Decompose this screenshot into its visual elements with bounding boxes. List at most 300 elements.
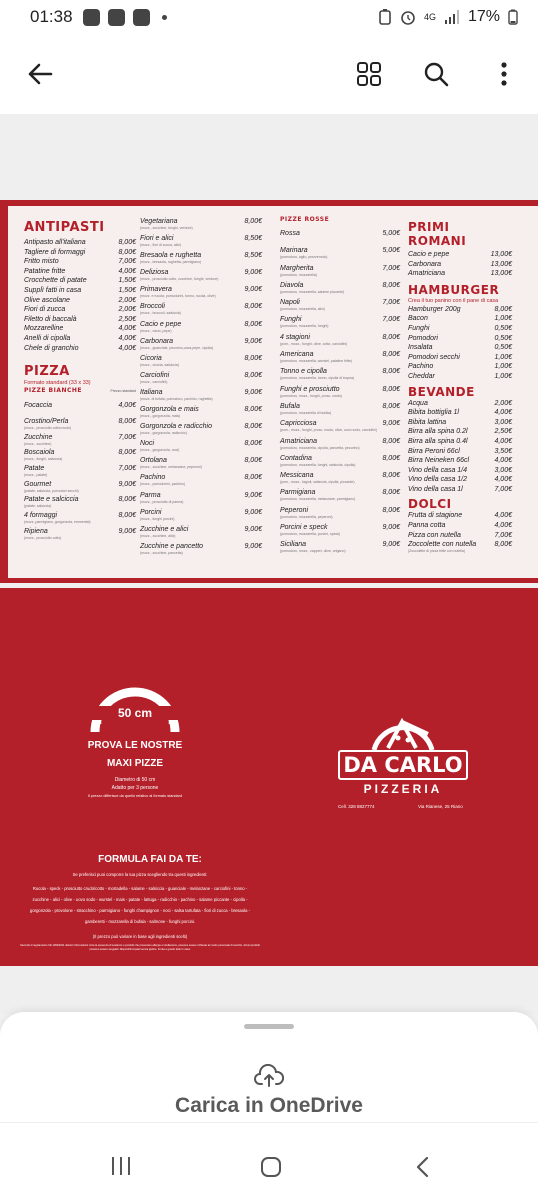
menu-item-desc: (mozz., patate) [24, 472, 48, 477]
menu-item [408, 408, 512, 418]
menu-item-price: 4,00€ [494, 457, 512, 465]
menu-item-desc: (pomodoro, aglio, prezzemolo) [280, 255, 328, 260]
menu-item-price: 0,50€ [494, 324, 512, 332]
menu-item-name: Cicoria [140, 354, 162, 362]
menu-item-row [408, 437, 512, 447]
menu-item-name: Zucchine e pancetto [140, 542, 204, 550]
menu-item [24, 334, 136, 344]
promo-diameter: Diametro di 50 cm [114, 777, 156, 783]
menu-item-name: Frutta di stagione [408, 512, 463, 520]
menu-item-price: 9,00€ [244, 337, 262, 345]
menu-item-name: Olive ascolane [24, 296, 70, 304]
menu-item [408, 447, 512, 457]
menu-item-row [24, 324, 136, 334]
menu-item-name: Hamburger 200g [408, 305, 461, 313]
menu-item [280, 539, 400, 556]
menu-item-name: Bibita lattina [408, 418, 447, 426]
menu-item-row [408, 447, 512, 457]
hamburger-note: Crea il tuo panino con il pane di casa [408, 297, 499, 304]
navigation-bar [0, 1122, 538, 1200]
menu-item-name: Vino della casa 1l [408, 485, 463, 493]
menu-item-price: 8,00€ [118, 511, 136, 519]
formula-ingredients [14, 883, 266, 927]
menu-item-name: Gorgonzola e radicchio [140, 423, 212, 431]
menu-item-name: Zoccolette con nutella [408, 541, 477, 549]
menu-item-name: Amatriciana [408, 270, 445, 278]
menu-item-price: 9,00€ [382, 524, 400, 532]
menu-item [280, 245, 400, 262]
menu-item-name: Antipasto all'italiana [24, 239, 86, 246]
menu-item-desc: (mozz., prosciutto cotto/crudo) [24, 425, 72, 430]
menu-item-price: 8,00€ [382, 402, 400, 410]
menu-item-price: 7,00€ [494, 485, 512, 493]
menu-item-price: 9,00€ [244, 286, 262, 294]
maxi-pizza-graphic [80, 674, 190, 734]
menu-item-name: Patate [24, 464, 45, 472]
menu-item-name: Primavera [140, 286, 172, 294]
formula-line: gamberetti - mozzarella di bufala - salmone - funghi porcini. [84, 919, 196, 924]
menu-item-name: Bufala [280, 402, 300, 410]
menu-item-price: 2,50€ [494, 428, 512, 436]
menu-item-price: 7,00€ [118, 433, 136, 441]
menu-item-price: 9,00€ [244, 491, 262, 499]
menu-item [280, 384, 400, 401]
menu-item-price: 8,00€ [382, 454, 400, 462]
menu-item-row [24, 286, 136, 296]
menu-item-name: Vino della casa 1/4 [408, 466, 468, 474]
menu-item [140, 267, 262, 284]
menu-item [24, 324, 136, 334]
menu-item-name: Vegetariana [140, 218, 178, 225]
menu-item-name: Funghi [280, 316, 302, 324]
status-bar [0, 0, 538, 34]
upload-onedrive-button[interactable]: Carica in OneDrive [175, 1094, 363, 1117]
formula-line: Rucola - speck - prosciutto crudo/cotto - mortadella - salame - salsiccia - guanciale - melanzane - carciofini - tonno - [32, 886, 248, 891]
menu-item-name: Contadina [280, 454, 312, 462]
dolci-title: DOLCI [408, 497, 452, 512]
menu-item-row [408, 418, 512, 428]
menu-item-name: Pomodori [408, 334, 438, 342]
menu-item [24, 267, 136, 277]
menu-item-desc: (pomodoro, mozzarella, peperoni) [280, 514, 333, 519]
battery-saver-icon [378, 9, 392, 25]
menu-item-name: Boscaiola [24, 449, 55, 457]
primi-title: PRIMI ROMANI [408, 220, 467, 248]
menu-item-desc: (pomodoro, mozzarella, porcini, speck) [280, 532, 341, 537]
menu-item-name: Birra Peroni 66cl [408, 447, 460, 455]
menu-item-desc: (mozz., pomodorini, pachino) [140, 482, 186, 487]
menu-item-name: 4 stagioni [280, 333, 310, 341]
menu-item-desc: (mozz., guanciale, pecorino,uova,pepe, cipolla) [140, 345, 214, 350]
menu-item-name: Birra Neineken 66cl [408, 457, 470, 465]
menu-item-row [408, 521, 512, 531]
menu-item [24, 479, 136, 495]
menu-item-price: 8,50€ [244, 235, 262, 243]
instagram-icon-2 [133, 9, 150, 26]
menu-item [408, 466, 512, 476]
pizze-rosse-list [280, 228, 400, 557]
menu-item-name: Fritto misto [24, 258, 59, 266]
menu-item-name: Vino della casa 1/2 [408, 476, 468, 484]
menu-item-price: 8,00€ [382, 506, 400, 514]
menu-item-price: 8,00€ [118, 449, 136, 457]
menu-item-price: 5,00€ [382, 247, 400, 255]
back-button[interactable] [22, 56, 58, 92]
menu-item-row [24, 315, 136, 325]
menu-item [280, 297, 400, 314]
menu-item-name: Americana [280, 351, 314, 359]
menu-item-name: Anelli di cipolla [24, 334, 71, 342]
promo-line-1: PROVA LE NOSTRE [87, 740, 183, 751]
menu-item [24, 432, 136, 448]
menu-item-desc: (pomodoro, mozzarella, tonno, cipolla di tropea) [280, 376, 355, 381]
menu-item-name: Deliziosa [140, 269, 169, 277]
menu-item [140, 387, 262, 404]
legal-note: Secondo il regolamento CE 1169/2011 ulteriori informazioni circa la presenza di sostanze o prodotti che provocano allergie o intolleranze, possono essere richieste al nostro personale di servizio. Alcuni prodotti possono essere surgelati. Disponibili impasti senza glutine. Frutta a guscio fatto in casa. [20, 944, 260, 951]
menu-item-price: 3,00€ [494, 466, 512, 474]
menu-item-desc: (mozz., zucchine, alici) [140, 533, 176, 538]
menu-item [140, 507, 262, 524]
menu-item [140, 472, 262, 489]
menu-item [24, 286, 136, 296]
menu-item [280, 436, 400, 453]
menu-item-price: 7,00€ [382, 316, 400, 324]
menu-item-name: Pomodori secchi [408, 353, 460, 361]
menu-item [140, 353, 262, 370]
promo-persons: Adatto per 3 persone [111, 785, 159, 791]
menu-item-price: 8,00€ [382, 351, 400, 359]
menu-item-price: 4,00€ [494, 409, 512, 417]
menu-item [24, 248, 136, 258]
menu-item-price: 2,00€ [494, 399, 512, 407]
menu-item-price: 4,00€ [118, 267, 136, 275]
menu-item [408, 437, 512, 447]
menu-item [408, 250, 512, 260]
menu-item-desc: (mozz., zucchine, melanzane, peperoni) [140, 465, 203, 470]
pizze-bianche-title: PIZZE BIANCHE [24, 387, 83, 395]
pizza-logo [368, 704, 438, 754]
more-options-button[interactable] [486, 56, 522, 92]
menu-item-desc: (mozz., cacio, pepe) [140, 328, 172, 333]
menu-item-name: Bacon [408, 315, 428, 323]
menu-item-name: Birra alla spina 0.4l [408, 437, 468, 445]
menu-item-name: Siciliana [280, 541, 307, 549]
menu-item [140, 284, 262, 301]
prices-label: Prezzo standard [110, 389, 136, 394]
menu-item [24, 305, 136, 315]
menu-item [24, 463, 136, 479]
primi-list [408, 250, 512, 279]
menu-item-desc: (mozz., zucchine, pancetta) [140, 550, 183, 555]
app-bar [0, 34, 538, 114]
menu-item [140, 455, 262, 472]
menu-item [280, 366, 400, 383]
menu-item-desc: (pom., mozz., funghi, olive, cotto, carciofini) [280, 341, 348, 346]
battery-icon [508, 9, 518, 25]
menu-item [280, 453, 400, 470]
menu-item-row [408, 250, 512, 260]
menu-item-name: Parma [140, 491, 161, 499]
grid-view-button[interactable] [351, 56, 387, 92]
menu-item-row [24, 344, 136, 354]
brand-phone: Cell. 328 8827774 [338, 804, 375, 809]
menu-item-price: 8,00€ [382, 489, 400, 497]
menu-item [24, 315, 136, 325]
menu-item [408, 324, 512, 334]
search-button[interactable] [418, 56, 454, 92]
menu-item-name: Cheddar [408, 372, 435, 380]
menu-item-name: Porcini e speck [280, 524, 328, 532]
menu-item-price: 1,00€ [494, 372, 512, 380]
menu-item-desc: (pomodoro, mozzarella di bufala) [280, 410, 332, 415]
menu-item-price: 1,50€ [118, 286, 136, 294]
menu-item-name: Italiana [140, 388, 163, 396]
maxi-size: 50 cm [80, 706, 190, 720]
menu-item [408, 418, 512, 428]
menu-item [24, 238, 136, 248]
menu-item-desc: (pomodoro, mozz., capperi, olive, origano) [280, 549, 346, 554]
menu-item-row [24, 305, 136, 315]
menu-item-desc: (mozz., zucchine, funghi, verdure) [140, 226, 193, 230]
menu-item-price: 9,00€ [382, 541, 400, 549]
menu-item-name: Cacio e pepe [408, 251, 450, 258]
menu-item [408, 269, 512, 279]
menu-item [408, 334, 512, 344]
column-antipasti [24, 220, 136, 541]
menu-item [280, 505, 400, 522]
menu-item-price: 9,00€ [244, 388, 262, 396]
menu-item-desc: (mozz., gorgonzola, radicchio) [140, 431, 187, 436]
menu-item-price: 13,00€ [490, 251, 512, 258]
menu-item-name: Bibita bottiglia 1l [408, 409, 459, 417]
menu-item [140, 370, 262, 387]
antipasti-list [24, 238, 136, 353]
menu-item-desc: (mozz.,parmigiano, gorgonzola, emmental) [24, 519, 91, 524]
menu-item [24, 344, 136, 354]
menu-item-price: 1,00€ [494, 315, 512, 323]
menu-item-name: Cacio e pepe [140, 320, 182, 328]
sheet-handle[interactable] [244, 1024, 294, 1029]
menu-image-bottom [0, 588, 538, 966]
menu-item [408, 314, 512, 324]
column-pizze-rosse [280, 216, 400, 557]
menu-item-row [24, 267, 136, 277]
menu-item [280, 263, 400, 280]
menu-item-name: Napoli [280, 299, 300, 307]
menu-item [408, 305, 512, 315]
menu-item [140, 216, 262, 233]
menu-item-desc: (pomodoro, mozzarella, salame piccante) [280, 289, 345, 294]
menu-item-price: 4,00€ [118, 402, 136, 410]
arrow-left-icon [27, 63, 53, 85]
recent-apps-button[interactable] [110, 1156, 132, 1181]
menu-item-row [24, 334, 136, 344]
menu-item-desc: (pomodoro, mozzarella, funghi, salsiccia, cipolla) [280, 462, 356, 467]
menu-item-name: Fiori di zucca [24, 306, 66, 314]
menu-item-name: Gorgonzola e mais [140, 406, 199, 414]
menu-item-price: 8,00€ [118, 417, 136, 425]
battery-percent: 17% [467, 8, 500, 25]
menu-item [408, 511, 512, 521]
pizza-size-icon [80, 674, 190, 734]
menu-item-name: Broccoli [140, 303, 165, 311]
dolci-list [408, 511, 512, 549]
menu-item [408, 521, 512, 531]
menu-item [140, 233, 262, 250]
menu-item [24, 296, 136, 306]
column-others [408, 220, 512, 554]
menu-item [408, 260, 512, 270]
menu-item-price: 4,00€ [494, 476, 512, 484]
menu-item-name: Tonno e cipolla [280, 368, 327, 376]
menu-item-desc: (mozz., gorgonzola, mais) [140, 414, 181, 419]
menu-item-price: 8,00€ [382, 368, 400, 376]
menu-item-price: 1,00€ [494, 363, 512, 371]
menu-item [140, 404, 262, 421]
menu-item-price: 8,00€ [244, 320, 262, 328]
menu-item [280, 470, 400, 487]
menu-item-price: 4,00€ [494, 522, 512, 530]
menu-item-price: 9,00€ [244, 542, 262, 550]
menu-item [140, 541, 262, 558]
menu-item-name: Funghi [408, 324, 430, 332]
promo-small: Il prezzo differisce da quello relativo al formato standard [87, 794, 183, 798]
menu-item [24, 400, 136, 416]
menu-item-price: 8,00€ [118, 496, 136, 504]
menu-item-desc: (pomodoro, mozz., funghi, prosc. crudo) [280, 393, 343, 398]
menu-item-name: Carbonara [408, 260, 442, 268]
menu-item-price: 7,00€ [118, 464, 136, 472]
menu-item-name: Filetto di baccalà [24, 315, 77, 323]
menu-item-row [24, 400, 136, 411]
brand-name: DA CARLO [338, 750, 468, 780]
menu-item-price: 13,00€ [490, 260, 512, 268]
pizza-slice-logo-icon [368, 704, 438, 754]
menu-item-row [408, 399, 512, 409]
menu-item-price: 7,00€ [494, 531, 512, 539]
menu-item-price: 8,00€ [382, 385, 400, 393]
menu-item-name: Capricciosa [280, 420, 317, 428]
formula-intro: Se preferisci puoi comporre la tua pizza scegliendo tra questi ingredienti: [72, 872, 208, 877]
menu-item-row [408, 466, 512, 476]
menu-item [408, 343, 512, 353]
menu-item-price: 8,00€ [244, 457, 262, 465]
menu-item-price: 0,50€ [494, 334, 512, 342]
menu-item-desc: (mozz., prosciutto di parma) [140, 499, 184, 504]
menu-item-desc: (mozz., funghi, salsiccia) [24, 457, 63, 462]
menu-item-price: 8,00€ [118, 248, 136, 256]
menu-item [24, 510, 136, 526]
menu-item-desc: (mozz., bresaola, rughetta, parmigiano) [140, 260, 202, 265]
menu-item-name: Ortolana [140, 457, 167, 465]
menu-item-row [24, 257, 136, 267]
menu-item-row [408, 305, 512, 315]
menu-item-name: Margherita [280, 264, 314, 272]
menu-item-price: 8,00€ [494, 541, 512, 549]
formula-line: gorgonzola - provolone - stracchino - parmigiano - funghi champignon - noci - salsa tartufata - fiori di zucca - bresaola - [30, 908, 250, 913]
menu-item-price: 1,50€ [118, 277, 136, 285]
bevande-list [408, 399, 512, 495]
menu-item-name: Rossa [280, 230, 300, 237]
menu-item-desc: (mozz., fiori di zucca, alici) [140, 243, 182, 248]
menu-item [408, 362, 512, 372]
status-time: 01:38 [30, 7, 73, 26]
back-nav-button[interactable] [414, 1156, 430, 1183]
menu-item-row [24, 276, 136, 286]
promo-line-2: MAXI PIZZE [106, 758, 164, 769]
menu-item [140, 524, 262, 541]
menu-item-price: 8,00€ [382, 281, 400, 289]
menu-item-price: 9,00€ [244, 269, 262, 277]
menu-item-name: Birra alla spina 0.2l [408, 428, 468, 436]
menu-item-price: 13,00€ [490, 270, 512, 278]
menu-item-price: 8,00€ [494, 305, 512, 313]
menu-item-name: Chele di granchio [24, 344, 79, 352]
cloud-upload-icon[interactable] [254, 1064, 284, 1093]
menu-item-desc: (mozz. di bufala, pomodoro, pachino, rughetta) [140, 396, 213, 401]
menu-item-desc: (pomodoro, mozzarella, wurstel, patatine fritte) [280, 359, 353, 364]
network-type: 4G [423, 11, 436, 22]
menu-item-desc: (mozz., broccoli, salsiccia) [140, 311, 181, 316]
menu-item-price: 8,00€ [244, 440, 262, 448]
menu-item [24, 447, 136, 463]
menu-item [24, 276, 136, 286]
menu-item-price: 5,00€ [382, 230, 400, 237]
menu-item-row [408, 334, 512, 344]
menu-item [408, 475, 512, 485]
menu-item-row [408, 269, 512, 279]
menu-item-price: 8,00€ [382, 333, 400, 341]
menu-item [24, 257, 136, 267]
signal-icon [444, 10, 460, 24]
menu-item-price: 4,00€ [494, 512, 512, 520]
menu-item [280, 280, 400, 297]
menu-item-desc: (pom., mozz., fagioli, salsiccia, cipolla, piccante) [280, 480, 355, 485]
menu-item-price: 1,00€ [494, 353, 512, 361]
menu-item [140, 336, 262, 353]
menu-item-price: 8,50€ [244, 252, 262, 260]
menu-item-price: 2,00€ [118, 296, 136, 304]
menu-item [140, 438, 262, 455]
menu-item [140, 250, 262, 267]
menu-item-desc: (patate, salsiccia, pomodori secchi) [24, 488, 79, 493]
menu-item-desc: (pomodoro, mozzarella, alici) [280, 307, 325, 312]
hamburger-list [408, 305, 512, 382]
menu-item-row [408, 485, 512, 495]
menu-item-name: Pachino [408, 363, 434, 371]
menu-item [140, 421, 262, 438]
home-icon [260, 1156, 282, 1178]
menu-item-name: Carbonara [140, 337, 174, 345]
instagram-icon [108, 9, 125, 26]
menu-item [140, 319, 262, 336]
menu-item [280, 332, 400, 349]
menu-item-row [24, 248, 136, 258]
menu-item-name: Diavola [280, 281, 304, 289]
menu-item-price: 8,00€ [244, 371, 262, 379]
home-button[interactable] [260, 1156, 282, 1183]
alarm-icon [400, 9, 416, 25]
menu-item [24, 416, 136, 432]
menu-item-name: Funghi e prosciutto [280, 385, 340, 393]
bevande-title: BEVANDE [408, 384, 475, 399]
menu-item-price: 9,00€ [244, 508, 262, 516]
menu-item-row [24, 296, 136, 306]
menu-item-name: Panna cotta [408, 522, 446, 530]
menu-item [24, 526, 136, 542]
menu-item-row [408, 314, 512, 324]
menu-item-price: 8,00€ [244, 354, 262, 362]
